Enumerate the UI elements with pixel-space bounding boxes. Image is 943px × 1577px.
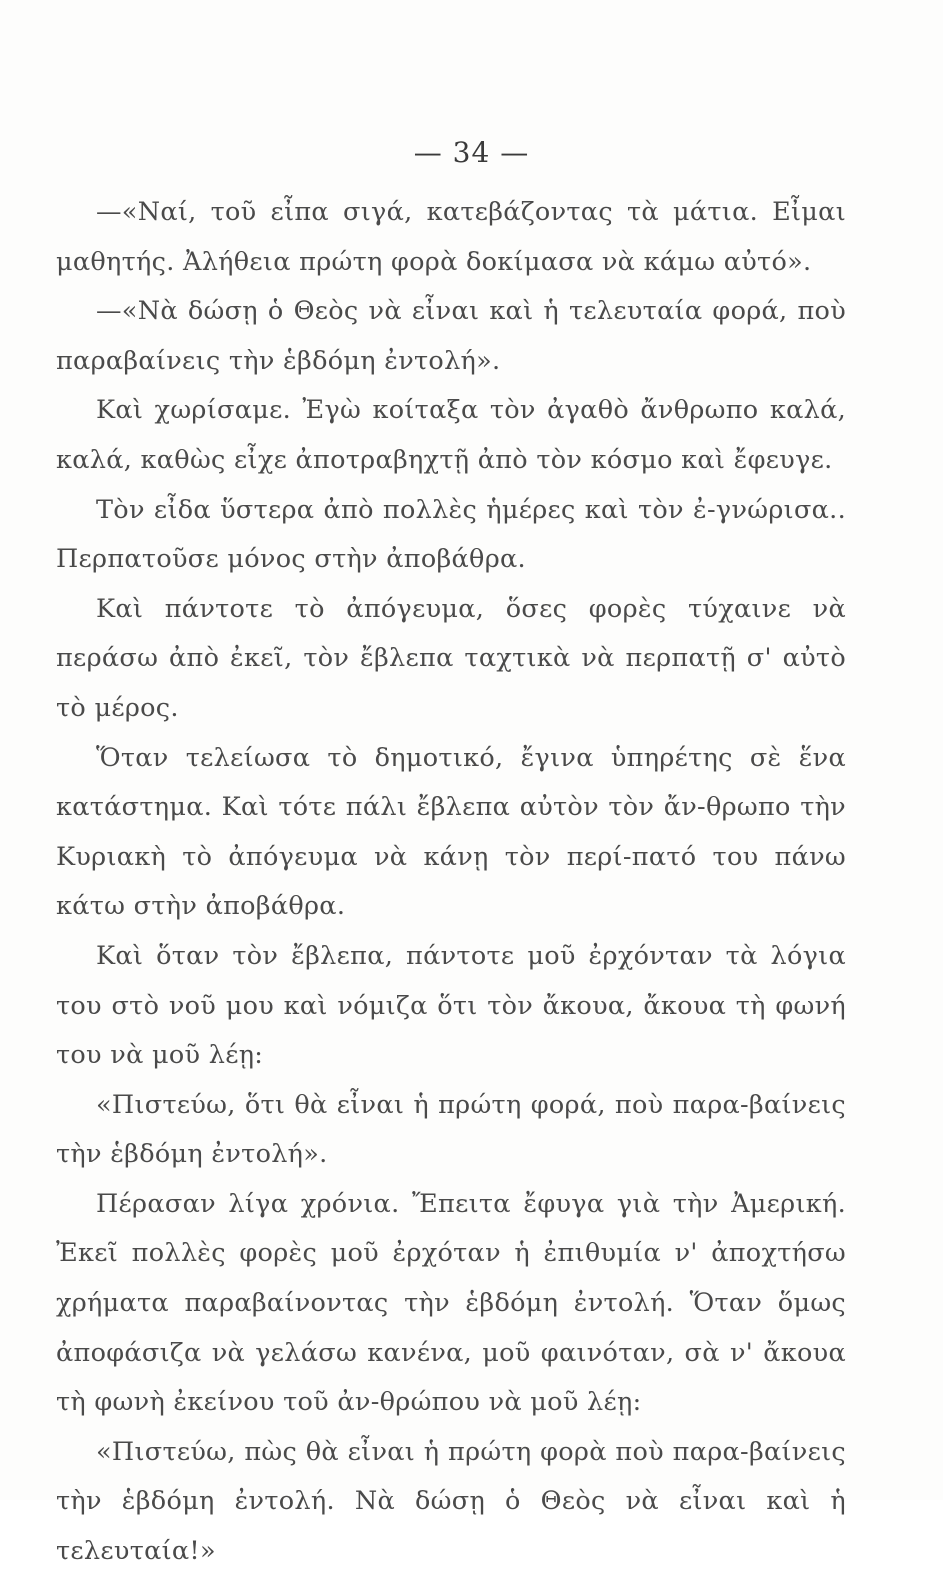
paragraph-3: Καὶ χωρίσαμε. Ἐγὼ κοίταξα τὸν ἀγαθὸ ἄνθρωπο καλά, καλά, καθὼς εἶχε ἀποτραβηχτῇ ἀπὸ τὸν κόσμο καὶ ἔφευγε. <box>56 395 846 475</box>
paragraph-7: Καὶ ὅταν τὸν ἔβλεπα, πάντοτε μοῦ ἐρχόνταν τὰ λόγια του στὸ νοῦ μου καὶ νόμιζα ὅτι τὸν ἄκουα, ἄκουα τὴ φωνή του νὰ μοῦ λέῃ: <box>56 940 846 1071</box>
paragraph-1: —«Ναί, τοῦ εἶπα σιγά, κατεβάζοντας τὰ μάτια. Εἶμαι μαθητής. Ἀλήθεια πρώτη φορὰ δοκίμασα νὰ κάμω αὐτό». <box>56 197 846 277</box>
page-text <box>56 188 846 1577</box>
paragraph-9: Πέρασαν λίγα χρόνια. Ἔπειτα ἔφυγα γιὰ τὴν Ἀμερική. Ἐκεῖ πολλὲς φορὲς μοῦ ἐρχόταν ἡ ἐπιθυμία ν' ἀποχτήσω χρήματα παραβαίνοντας τὴν ἑβδόμη ἐντολή. Ὅταν ὅμως ἀποφάσιζα νὰ γελάσω κανένα, μοῦ φαινόταν, σὰ ν' ἄκουα τὴ φωνὴ ἐκείνου τοῦ ἀν-θρώπου νὰ μοῦ λέῃ: <box>56 1188 846 1418</box>
paragraph-8: «Πιστεύω, ὅτι θὰ εἶναι ἡ πρώτη φορά, ποὺ παρα-βαίνεις τὴν ἑβδόμη ἐντολή». <box>56 1089 846 1170</box>
paragraph-10: «Πιστεύω, πὼς θὰ εἶναι ἡ πρώτη φορὰ ποὺ παρα-βαίνεις τὴν ἑβδόμη ἐντολή. Νὰ δώσῃ ὁ Θεὸς νὰ εἶναι καὶ ἡ τελευταία!» <box>56 1436 846 1567</box>
paragraph-2: —«Νὰ δώσῃ ὁ Θεὸς νὰ εἶναι καὶ ἡ τελευταία φορά, ποὺ παραβαίνεις τὴν ἑβδόμη ἐντολή». <box>56 296 846 376</box>
paragraph-5: Καὶ πάντοτε τὸ ἀπόγευμα, ὅσες φορὲς τύχαινε νὰ περάσω ἀπὸ ἐκεῖ, τὸν ἔβλεπα ταχτικὰ νὰ περπατῇ σ' αὐτὸ τὸ μέρος. <box>56 593 846 723</box>
paragraph-4: Τὸν εἶδα ὕστερα ἀπὸ πολλὲς ἡμέρες καὶ τὸν ἐ-γνώρισα.. Περπατοῦσε μόνος στὴν ἀποβάθρα. <box>56 494 846 575</box>
paragraph-6: Ὅταν τελείωσα τὸ δημοτικό, ἔγινα ὑπηρέτης σὲ ἕνα κατάστημα. Καὶ τότε πάλι ἔβλεπα αὐτὸν τὸν ἄν-θρωπο τὴν Κυριακὴ τὸ ἀπόγευμα νὰ κάνῃ τὸν περί-πατό του πάνω κάτω στὴν ἀποβάθρα. <box>56 742 846 922</box>
page-number: — 34 — <box>413 136 530 169</box>
